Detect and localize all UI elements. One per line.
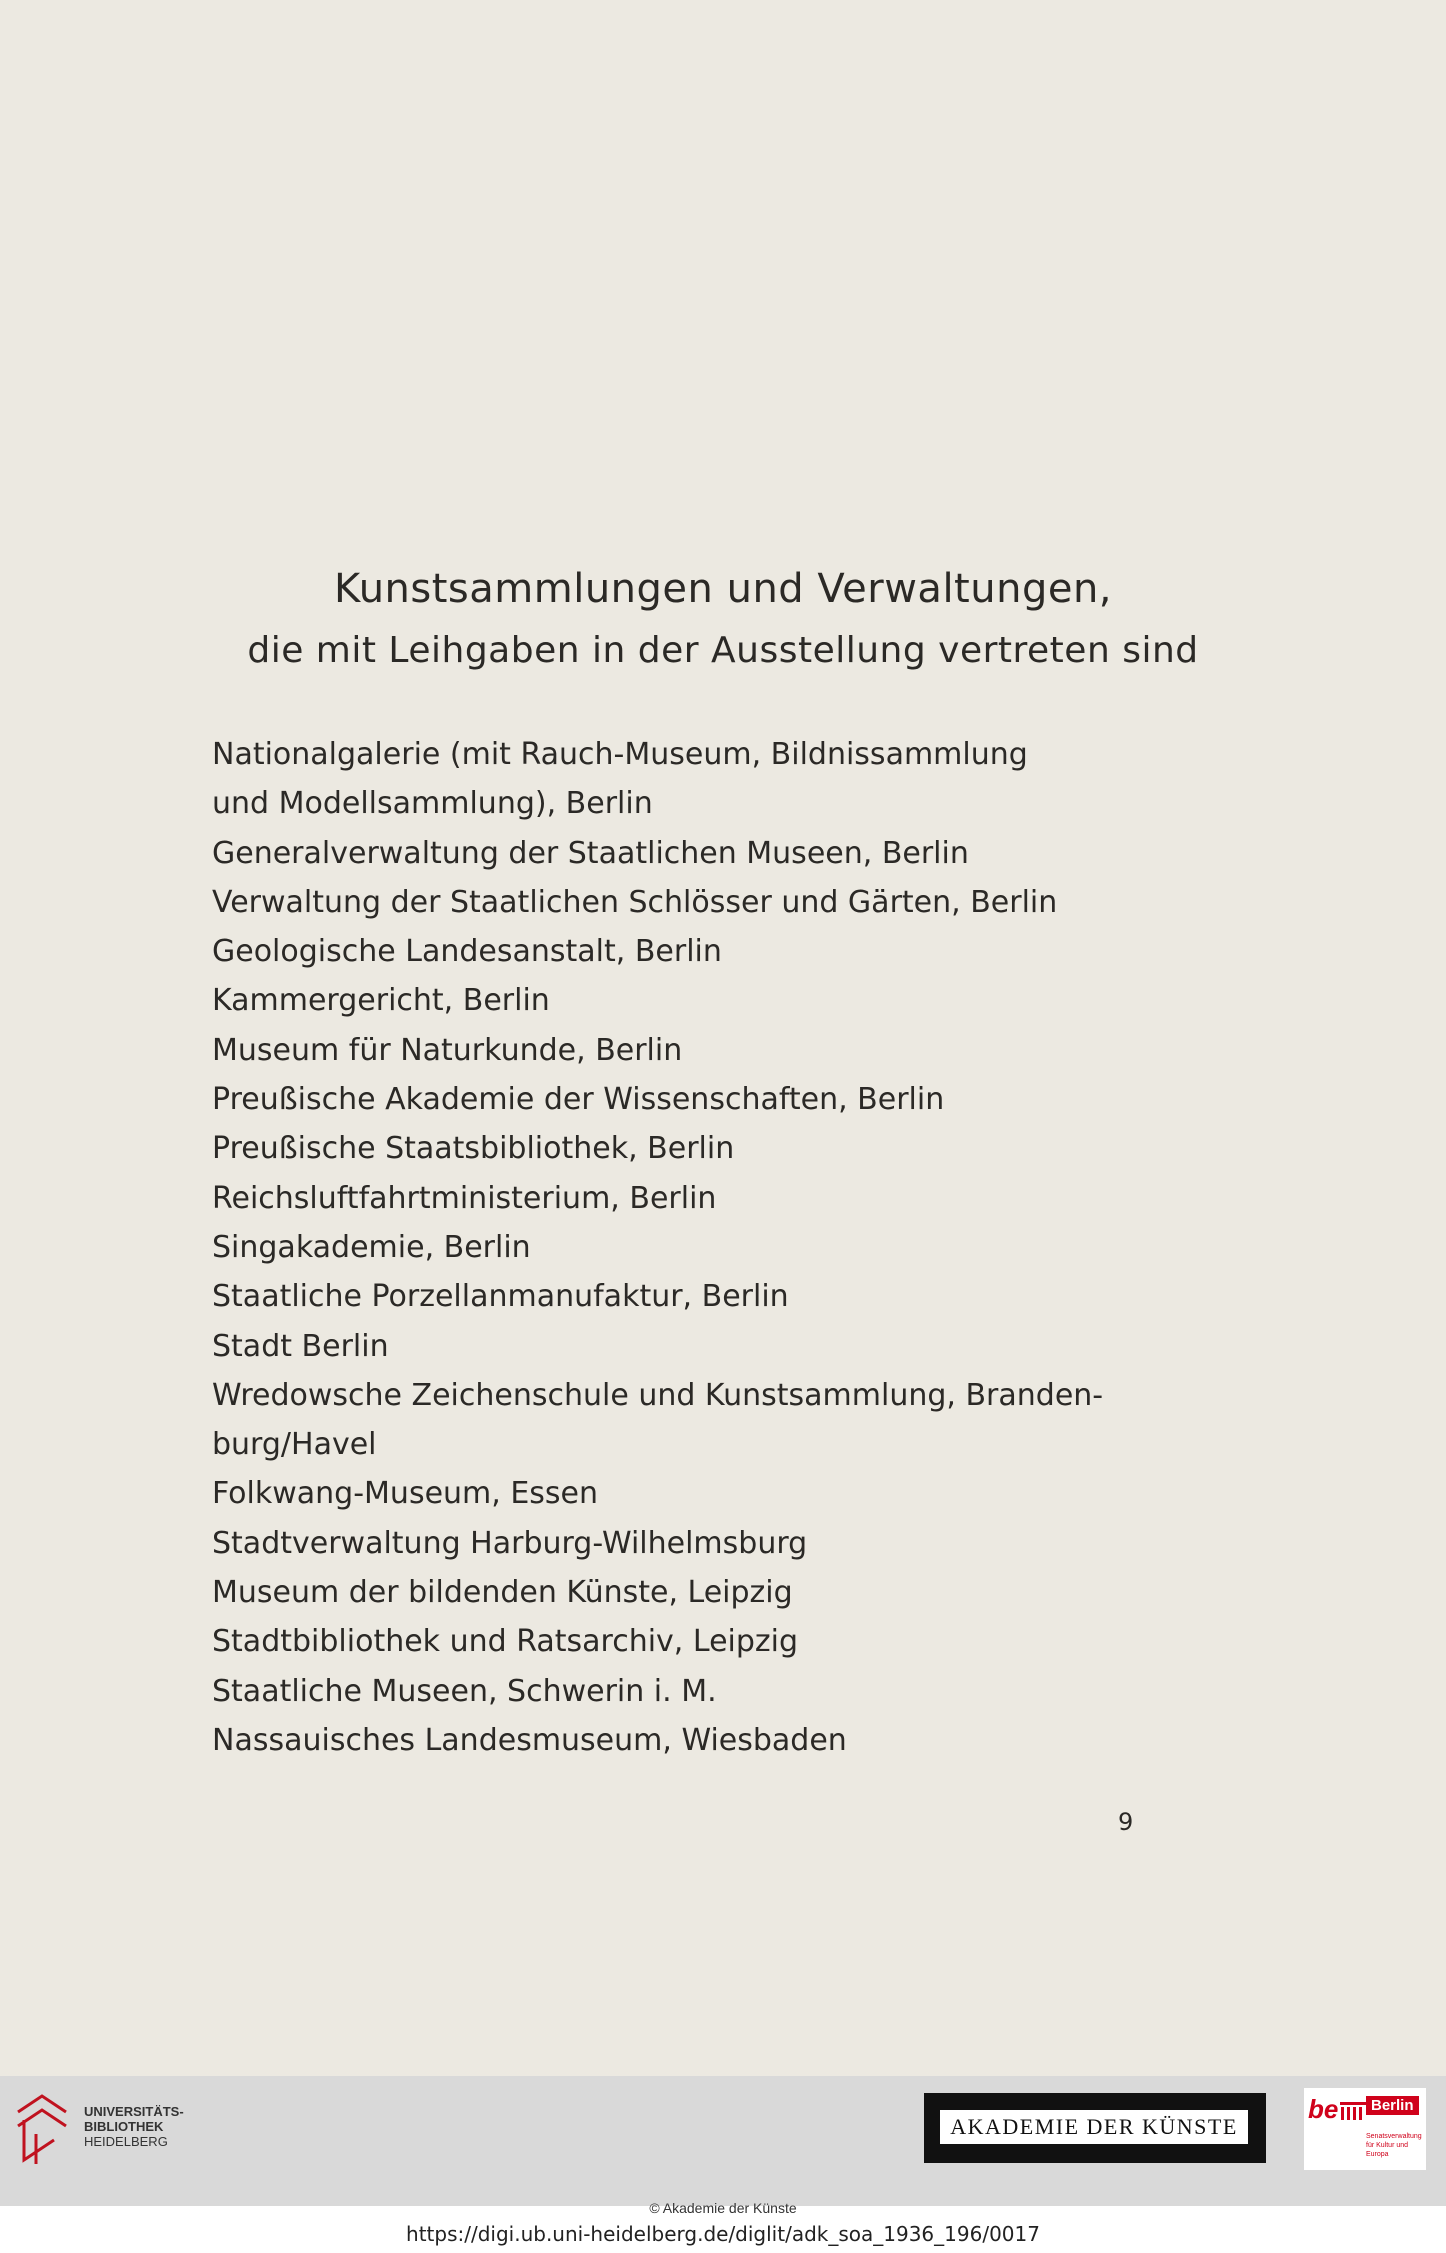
lender-entry: Geologische Landesanstalt, Berlin [212, 934, 722, 970]
berlin-subtitle: Senatsverwaltung für Kultur und Europa [1366, 2133, 1422, 2158]
page-subtitle: die mit Leihgaben in der Ausstellung vertreten sind [247, 630, 1199, 671]
lender-list [212, 730, 1104, 1765]
lender-entry: Nassauisches Landesmuseum, Wiesbaden [212, 1722, 847, 1758]
page-number: 9 [1118, 1808, 1134, 1836]
lender-entry: Nationalgalerie (mit Rauch-Museum, Bildnissammlung [212, 737, 1028, 772]
lender-entry: Singakademie, Berlin [212, 1229, 531, 1265]
akademie-der-kuenste-logo[interactable] [924, 2093, 1266, 2163]
lender-entry: und Modellsammlung), Berlin [212, 786, 653, 822]
university-library-logo-icon[interactable] [14, 2090, 74, 2168]
lender-entry: Stadtbibliothek und Ratsarchiv, Leipzig [212, 1624, 799, 1660]
lender-entry: Generalverwaltung der Staatlichen Museen, Berlin [212, 835, 969, 871]
berlin-gate-icon [1340, 2102, 1366, 2120]
lender-entry: Museum für Naturkunde, Berlin [212, 1032, 683, 1068]
lender-entry: Preußische Staatsbibliothek, Berlin [212, 1131, 735, 1167]
ub-line2: BIBLIOTHEK [84, 2119, 164, 2134]
ub-line1: UNIVERSITÄTS- [84, 2104, 184, 2119]
lender-entry: Verwaltung der Staatlichen Schlösser und Gärten, Berlin [212, 884, 1058, 920]
berlin-senate-logo[interactable] [1304, 2088, 1426, 2170]
adk-label: AKADEMIE DER KÜNSTE [940, 2110, 1248, 2144]
lender-entry: Museum der bildenden Künste, Leipzig [212, 1575, 793, 1611]
permalink-url[interactable]: https://digi.ub.uni-heidelberg.de/diglit/adk_soa_1936_196/0017 [406, 2222, 1040, 2246]
berlin-be-text: be [1308, 2094, 1339, 2124]
lender-entry: burg/Havel [212, 1427, 377, 1463]
lender-entry: Reichsluftfahrtministerium, Berlin [212, 1180, 717, 1216]
lender-entry: Stadtverwaltung Harburg-Wilhelmsburg [212, 1525, 808, 1561]
university-library-label [84, 2104, 184, 2149]
copyright-notice: © Akademie der Künste [649, 2200, 797, 2216]
berlin-badge: Berlin [1366, 2096, 1419, 2115]
lender-entry: Stadt Berlin [212, 1328, 389, 1364]
lender-entry: Folkwang-Museum, Essen [212, 1476, 599, 1512]
lender-entry: Staatliche Museen, Schwerin i. M. [212, 1673, 717, 1709]
page-title: Kunstsammlungen und Verwaltungen, [333, 566, 1113, 612]
lender-entry: Wredowsche Zeichenschule und Kunstsammlung, Branden- [212, 1377, 1104, 1413]
lender-entry: Staatliche Porzellanmanufaktur, Berlin [212, 1279, 789, 1315]
ub-line3: HEIDELBERG [84, 2134, 168, 2149]
lender-entry: Kammergericht, Berlin [212, 983, 550, 1019]
lender-entry: Preußische Akademie der Wissenschaften, Berlin [212, 1082, 945, 1118]
footer-bar [0, 2076, 1446, 2206]
